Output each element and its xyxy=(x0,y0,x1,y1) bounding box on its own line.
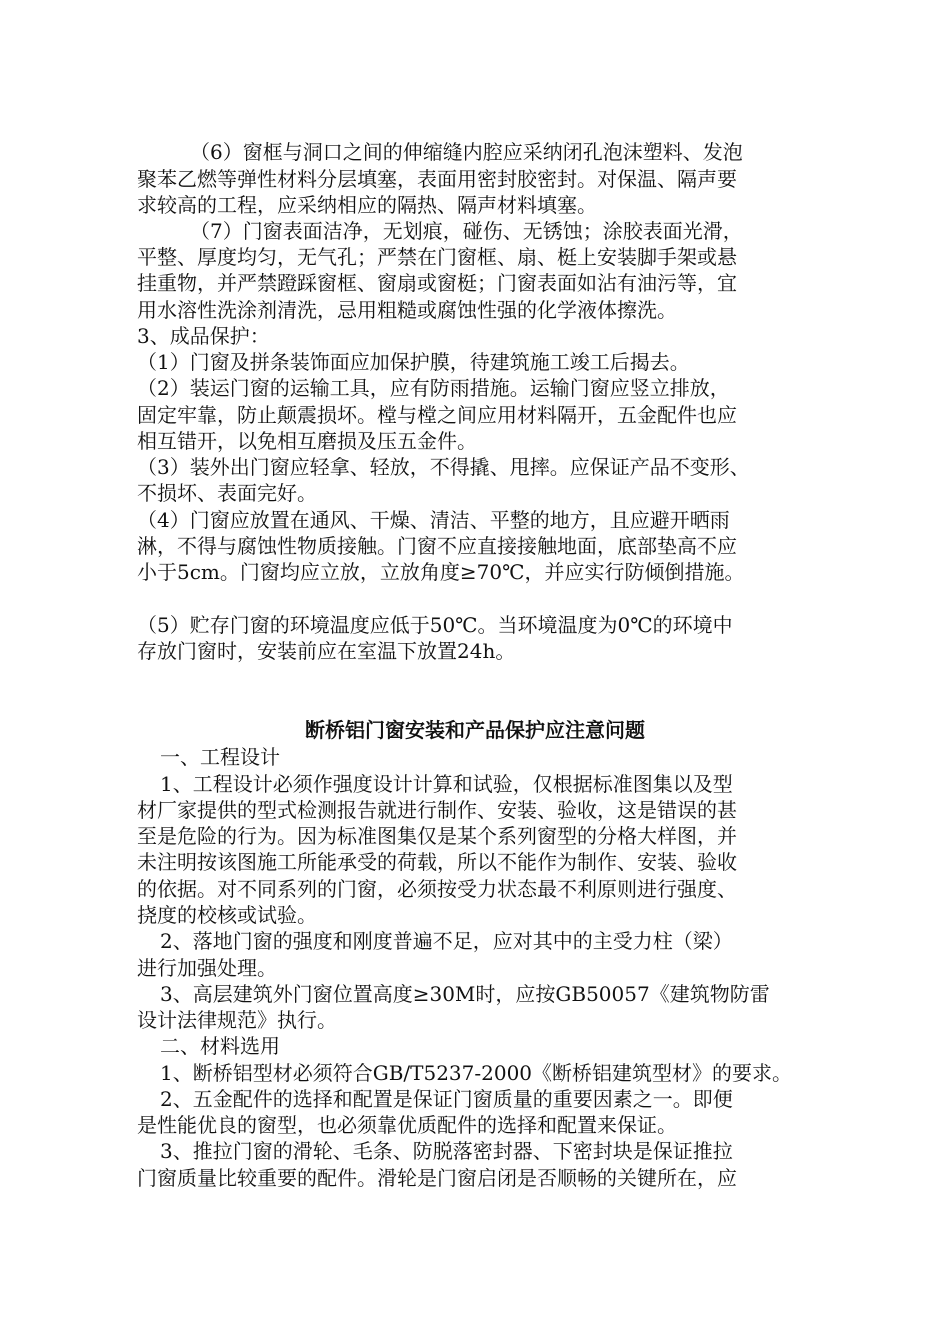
paragraph-line: （3）装外出门窗应轻拿、轻放，不得撬、甩摔。应保证产品不变形、 xyxy=(137,455,750,479)
paragraph-line: （2）装运门窗的运输工具，应有防雨措施。运输门窗应竖立排放， xyxy=(137,376,730,400)
paragraph-line: 小于5cm。门窗均应立放，立放角度≥70℃，并应实行防倾倒措施。 xyxy=(137,560,745,584)
paragraph-line: 的依据。对不同系列的门窗，必须按受力状态最不利原则进行强度、 xyxy=(137,877,737,901)
paragraph-line: （4）门窗应放置在通风、干燥、清洁、平整的地方，且应避开晒雨 xyxy=(137,508,730,532)
paragraph-line: 3、推拉门窗的滑轮、毛条、防脱落密封器、下密封块是保证推拉 xyxy=(160,1139,733,1163)
paragraph-line: 3、高层建筑外门窗位置高度≥30M时，应按GB50057《建筑物防雷 xyxy=(160,982,770,1006)
paragraph-line: 材厂家提供的型式检测报告就进行制作、安装、验收，这是错误的甚 xyxy=(137,798,737,822)
paragraph-line: 2、五金配件的选择和配置是保证门窗质量的重要因素之一。即便 xyxy=(160,1087,733,1111)
paragraph-line: 未注明按该图施工所能承受的荷载，所以不能作为制作、安装、验收 xyxy=(137,850,737,874)
paragraph-line: 存放门窗时，安装前应在室温下放置24h。 xyxy=(137,639,516,663)
paragraph-line: 挂重物，并严禁蹬踩窗框、窗扇或窗梃；门窗表面如沾有油污等，宜 xyxy=(137,271,737,295)
paragraph-line: 2、落地门窗的强度和刚度普遍不足，应对其中的主受力柱（梁） xyxy=(160,929,733,953)
paragraph-line: （6）窗框与洞口之间的伸缩缝内腔应采纳闭孔泡沫塑料、发泡 xyxy=(190,140,743,164)
paragraph-line: 1、断桥铝型材必须符合GB/T5237-2000《断桥铝建筑型材》的要求。 xyxy=(160,1061,793,1085)
document-title: 断桥铝门窗安装和产品保护应注意问题 xyxy=(305,718,645,742)
paragraph-line: 聚苯乙燃等弹性材料分层填塞，表面用密封胶密封。对保温、隔声要 xyxy=(137,167,737,191)
paragraph-line: 不损坏、表面完好。 xyxy=(137,481,317,505)
paragraph-line: 用水溶性洗涂剂清洗，忌用粗糙或腐蚀性强的化学液体擦洗。 xyxy=(137,298,677,322)
paragraph-line: 挠度的校核或试验。 xyxy=(137,903,317,927)
paragraph-line: 淋，不得与腐蚀性物质接触。门窗不应直接接触地面，底部垫高不应 xyxy=(137,534,737,558)
paragraph-line: （1）门窗及拼条装饰面应加保护膜，待建筑施工竣工后揭去。 xyxy=(137,350,690,374)
paragraph-line: 固定牢靠，防止颠震损坏。樘与樘之间应用材料隔开，五金配件也应 xyxy=(137,403,737,427)
paragraph-line: 1、工程设计必须作强度设计计算和试验，仅根据标准图集以及型 xyxy=(160,772,733,796)
paragraph-line: （7）门窗表面洁净，无划痕，碰伤、无锈蚀；涂胶表面光滑， xyxy=(190,219,743,243)
paragraph-line: 相互错开，以免相互磨损及压五金件。 xyxy=(137,429,477,453)
paragraph-line: 门窗质量比较重要的配件。滑轮是门窗启闭是否顺畅的关键所在，应 xyxy=(137,1166,737,1190)
paragraph-line: 进行加强处理。 xyxy=(137,956,277,980)
paragraph-line: （5）贮存门窗的环境温度应低于50℃。当环境温度为0℃的环境中 xyxy=(137,613,733,637)
section-heading: 二、材料选用 xyxy=(160,1034,280,1058)
section-heading: 3、成品保护： xyxy=(137,324,270,348)
paragraph-line: 求较高的工程，应采纳相应的隔热、隔声材料填塞。 xyxy=(137,193,597,217)
paragraph-line: 是性能优良的窗型，也必须靠优质配件的选择和配置来保证。 xyxy=(137,1113,677,1137)
paragraph-line: 设计法律规范》执行。 xyxy=(137,1008,337,1032)
paragraph-line: 平整、厚度均匀，无气孔；严禁在门窗框、扇、梃上安装脚手架或悬 xyxy=(137,245,737,269)
section-heading: 一、工程设计 xyxy=(160,745,280,769)
paragraph-line: 至是危险的行为。因为标准图集仅是某个系列窗型的分格大样图，并 xyxy=(137,824,737,848)
